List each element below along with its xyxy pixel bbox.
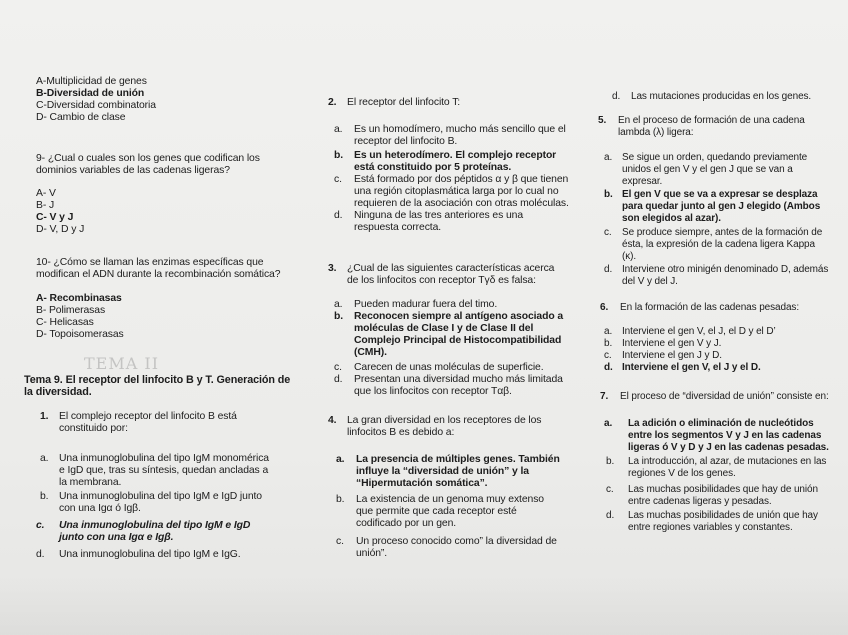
q10-option-b: B- Polimerasas [36, 305, 106, 316]
q5-d-letter: d. [604, 264, 613, 275]
q4-b-line-3: codificado por un gen. [356, 518, 457, 529]
q4-b-line-2: que permite que cada receptor esté [356, 506, 517, 517]
q6-d-line-1: Interviene el gen V, el J y el D. [622, 362, 761, 373]
q9-option-a: A- V [36, 188, 56, 199]
q9-question-line-2: dominios variables de las cadenas ligeras? [36, 165, 230, 176]
q1-b-line-2: con una Igα ó Igβ. [59, 503, 141, 514]
q2-c-line-1: Está formado por dos péptidos α y β que tienen [354, 174, 569, 185]
q2-d-line-1: Ninguna de las tres anteriores es una [354, 210, 524, 221]
q3-d-letter: d. [334, 374, 343, 385]
q1-d-line-1: Una inmunoglobulina del tipo IgM e IgG. [59, 549, 241, 560]
q3-c-line-1: Carecen de unas moléculas de superficie. [354, 362, 544, 373]
q7-d-line-1: Las muchas posibilidades de unión que hay [628, 510, 818, 521]
q4-d-line-1: Las mutaciones producidas en los genes. [631, 91, 812, 102]
q5-a-line-2: unidos el gen V y el gen J que se van a [622, 164, 793, 175]
q2-c-line-3: requieren de la asociación con otras moléculas. [354, 198, 569, 209]
q2-d-line-2: respuesta correcta. [354, 222, 442, 233]
q1-b-letter: b. [40, 491, 49, 502]
q5-question-line-1: En el proceso de formación de una cadena [618, 115, 805, 126]
q8-option-a: A-Multiplicidad de genes [36, 76, 147, 87]
q5-a-letter: a. [604, 152, 613, 163]
q5-b-line-2: para quedar junto al gen J elegido (Ambos [622, 201, 821, 212]
q2-c-line-2: una región citoplasmática larga por lo cual no [354, 186, 559, 197]
q9-option-d: D- V, D y J [36, 224, 85, 235]
q7-question: El proceso de “diversidad de unión” consiste en: [620, 391, 829, 402]
q3-question-line-1: ¿Cual de las siguientes características acerca [347, 263, 555, 274]
q10-option-a: A- Recombinasas [36, 293, 122, 304]
q5-c-line-1: Se produce siempre, antes de la formación de [622, 227, 823, 238]
q3-b-line-4: (CMH). [354, 347, 387, 358]
q7-c-line-2: entre cadenas ligeras y pesadas. [628, 496, 772, 507]
q3-d-line-1: Presentan una diversidad mucho más limitada [354, 374, 563, 385]
q4-c-line-2: unión”. [356, 548, 388, 559]
q4-a-line-2: influye la “diversidad de unión” y la [356, 466, 529, 477]
q1-c-line-2: junto con una Igα e Igβ. [59, 532, 174, 543]
q1-b-line-1: Una inmunoglobulina del tipo IgM e IgD junto [59, 491, 262, 502]
q6-question: En la formación de las cadenas pesadas: [620, 302, 799, 313]
q5-number: 5. [598, 115, 607, 126]
q2-b-line-2: está constituido por 5 proteínas. [354, 162, 512, 173]
q6-d-letter: d. [604, 362, 613, 373]
q6-c-line-1: Interviene el gen J y D. [622, 350, 722, 361]
q5-c-line-3: (κ). [622, 251, 637, 262]
q7-a-line-3: ligeras ó V y D y J en las cadenas pesadas. [628, 442, 829, 453]
q7-number: 7. [600, 391, 609, 402]
q7-c-line-1: Las muchas posibilidades que hay de unión [628, 484, 818, 495]
q2-b-letter: b. [334, 150, 344, 161]
q2-number: 2. [328, 97, 337, 108]
q3-b-line-1: Reconocen siempre al antígeno asociado a [354, 311, 564, 322]
q1-a-line-2: e IgD que, tras su síntesis, quedan ancladas a [59, 465, 269, 476]
q5-b-line-3: son elegidos al azar). [622, 213, 721, 224]
section-title-line-2: la diversidad. [24, 386, 92, 398]
q4-a-letter: a. [336, 454, 345, 465]
q9-option-b: B- J [36, 200, 55, 211]
q5-b-line-1: El gen V que se va a expresar se desplaza [622, 189, 818, 200]
q1-a-letter: a. [40, 453, 49, 464]
q10-option-c: C- Helicasas [36, 317, 94, 328]
q10-option-d: D- Topoisomerasas [36, 329, 124, 340]
q6-b-line-1: Interviene el gen V y J. [622, 338, 722, 349]
q3-a-line-1: Pueden madurar fuera del timo. [354, 299, 498, 310]
q1-number: 1. [40, 411, 49, 422]
q4-b-line-1: La existencia de un genoma muy extenso [356, 494, 544, 505]
q1-a-line-1: Una inmunoglobulina del tipo IgM monomérica [59, 453, 269, 464]
q3-d-line-2: que los linfocitos con receptor Tαβ. [354, 386, 512, 397]
q7-a-line-2: entre los segmentos V y J en las cadenas [628, 430, 822, 441]
section-title-line-1: Tema 9. El receptor del linfocito B y T. Generación de [24, 374, 291, 386]
q2-b-line-1: Es un heterodímero. El complejo receptor [354, 150, 557, 161]
q3-a-letter: a. [334, 299, 343, 310]
q9-option-c: C- V y J [36, 212, 74, 223]
q2-d-letter: d. [334, 210, 343, 221]
q1-c-line-1: Una inmunoglobulina del tipo IgM e IgD [59, 520, 251, 531]
q10-question-line-1: 10- ¿Cómo se llaman las enzimas específicas que [36, 257, 264, 268]
q5-d-line-2: del V y del J. [622, 276, 678, 287]
q5-a-line-1: Se sigue un orden, quedando previamente [622, 152, 808, 163]
q6-a-letter: a. [604, 326, 613, 337]
handwritten-note: TEMA II [84, 354, 160, 373]
q6-c-letter: c. [604, 350, 612, 361]
q1-a-line-3: la membrana. [59, 477, 122, 488]
q5-c-line-2: ésta, la expresión de la cadena ligera Kappa [622, 239, 815, 250]
q3-number: 3. [328, 263, 337, 274]
q3-b-line-3: Complejo Principal de Histocompatibilidad [354, 335, 562, 346]
q6-a-line-1: Interviene el gen V, el J, el D y el D’ [622, 326, 776, 337]
q7-b-line-2: regiones V de los genes. [628, 468, 736, 479]
q1-question-line-1: El complejo receptor del linfocito B está [59, 411, 237, 422]
q3-c-letter: c. [334, 362, 342, 373]
q7-a-line-1: La adición o eliminación de nucleótidos [628, 418, 814, 429]
q10-question-line-2: modifican el ADN durante la recombinación somática? [36, 269, 281, 280]
q2-a-letter: a. [334, 124, 343, 135]
q4-a-line-1: La presencia de múltiples genes. También [356, 454, 560, 465]
q7-c-letter: c. [606, 484, 614, 495]
q7-d-line-2: entre regiones variables y constantes. [628, 522, 793, 533]
q6-number: 6. [600, 302, 609, 313]
q5-c-letter: c. [604, 227, 612, 238]
q3-b-letter: b. [334, 311, 344, 322]
q5-d-line-1: Interviene otro minigén denominado D, además [622, 264, 829, 275]
q4-c-letter: c. [336, 536, 344, 547]
q1-d-letter: d. [36, 549, 45, 560]
q7-d-letter: d. [606, 510, 615, 521]
q2-a-line-1: Es un homodímero, mucho más sencillo que el [354, 124, 566, 135]
q5-question-line-2: lambda (λ) ligera: [618, 127, 694, 138]
q2-a-line-2: receptor del linfocito B. [354, 136, 458, 147]
q5-b-letter: b. [604, 189, 613, 200]
q8-option-b: B-Diversidad de unión [36, 88, 145, 99]
q4-question-line-2: linfocitos B es debido a: [347, 427, 455, 438]
q1-question-line-2: constituido por: [59, 423, 128, 434]
q4-c-line-1: Un proceso conocido como” la diversidad de [356, 536, 557, 547]
q2-c-letter: c. [334, 174, 342, 185]
q9-question-line-1: 9- ¿Cual o cuales son los genes que codifican los [36, 153, 260, 164]
q8-option-d: D- Cambio de clase [36, 112, 126, 123]
q2-question: El receptor del linfocito T: [347, 97, 461, 108]
q4-a-line-3: “Hipermutación somática”. [356, 478, 488, 489]
q1-c-letter: c. [36, 520, 45, 531]
q8-option-c: C-Diversidad combinatoria [36, 100, 156, 111]
q7-a-letter: a. [604, 418, 613, 429]
q4-b-letter: b. [336, 494, 345, 505]
q7-b-line-1: La introducción, al azar, de mutaciones en las [628, 456, 827, 467]
q5-a-line-3: expresar. [622, 176, 663, 187]
q4-question-line-1: La gran diversidad en los receptores de los [347, 415, 542, 426]
page-bottom-shadow [0, 575, 848, 635]
q4-d-letter: d. [612, 91, 621, 102]
q3-question-line-2: de los linfocitos con receptor Tγδ es falsa: [347, 275, 536, 286]
q3-b-line-2: moléculas de Clase I y de Clase II del [354, 323, 534, 334]
q6-b-letter: b. [604, 338, 613, 349]
q7-b-letter: b. [606, 456, 615, 467]
q4-number: 4. [328, 415, 337, 426]
